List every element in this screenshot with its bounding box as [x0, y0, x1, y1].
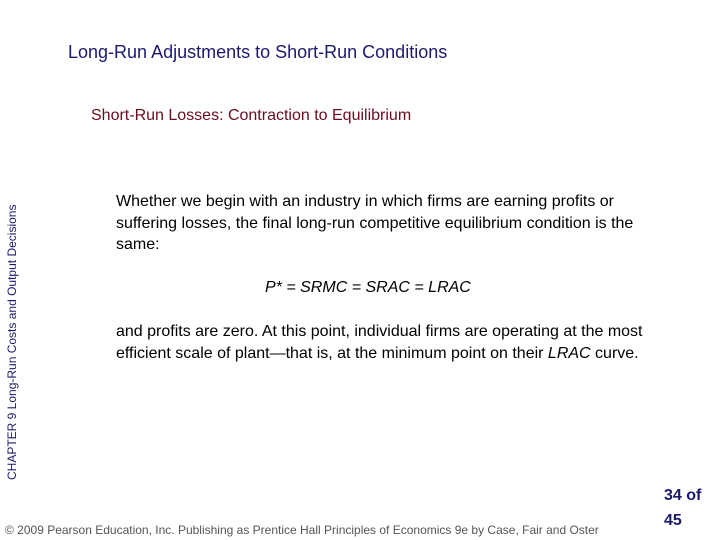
paragraph-2-text-end: curve. [590, 344, 639, 362]
body-paragraph-2 [116, 321, 661, 364]
chapter-side-label: CHAPTER 9 Long-Run Costs and Output Decisions [5, 204, 19, 480]
body-paragraph-1: Whether we begin with an industry in which firms are earning profits or suffering losses, the final long-run competitive equilibrium condition is the same: [116, 193, 634, 253]
copyright-footer: © 2009 Pearson Education, Inc. Publishing as Prentice Hall Principles of Economics 9e by Case, Fair and Oster [5, 523, 599, 537]
paragraph-2-text-start: and profits are zero. At this point, individual firms are operating at the most efficient scale of plant—that is, at the minimum point on their [116, 323, 643, 362]
slide-title: Long-Run Adjustments to Short-Run Conditions [68, 42, 448, 62]
page-number: 34 of 45 [664, 487, 702, 529]
equilibrium-equation: P* = SRMC = SRAC = LRAC [265, 279, 471, 296]
slide-subtitle: Short-Run Losses: Contraction to Equilibrium [91, 107, 412, 124]
lrac-emphasis: LRAC [547, 344, 591, 362]
